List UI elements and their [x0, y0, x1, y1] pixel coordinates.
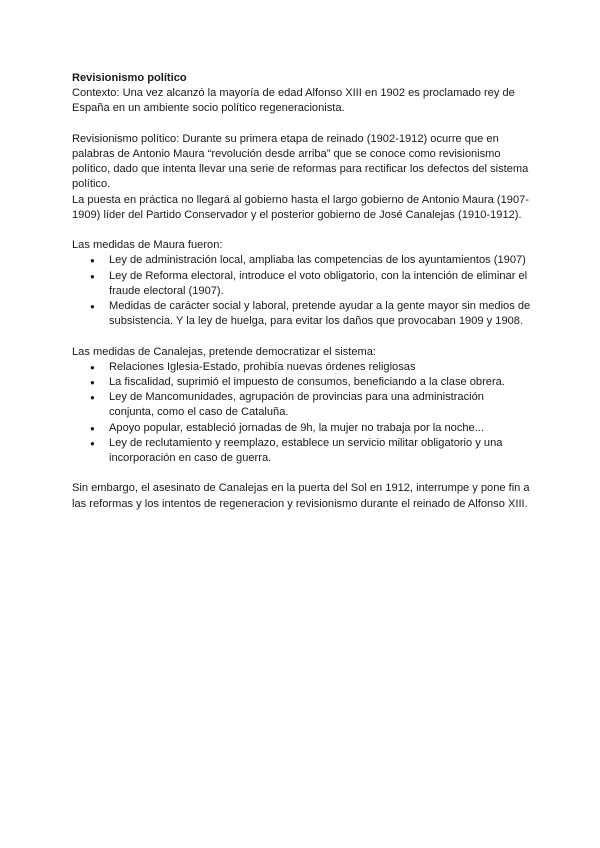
list-item: ● Medidas de carácter social y laboral, pretende ayudar a la gente mayor sin medios de subsistencia. Y la ley de huelga, para evitar los daños que provocaban 1909 y 1908.: [90, 299, 532, 329]
list-item: ● Ley de Reforma electoral, introduce el voto obligatorio, con la intención de eliminar el fraude electoral (1907).: [90, 269, 532, 299]
maura-intro: Las medidas de Maura fueron:: [72, 239, 223, 252]
document-page: [72, 71, 532, 512]
spacer: [72, 117, 532, 132]
conclusion-paragraph: Sin embargo, el asesinato de Canalejas en la puerta del Sol en 1912, interrumpe y pone fin a las reformas y los intentos de regeneracion y revisionismo durante el reinado de Alfonso XIII.: [72, 482, 530, 510]
context-paragraph: Contexto: Una vez alcanzó la mayoría de edad Alfonso XIII en 1902 es proclamado rey de España en un ambiente socio político regeneracionista.: [72, 87, 515, 115]
spacer: [72, 329, 532, 344]
canalejas-intro: Las medidas de Canalejas, pretende democratizar el sistema:: [72, 345, 377, 358]
document-title: Revisionismo político: [72, 72, 187, 84]
spacer: [72, 223, 532, 238]
list-item: ● Ley de reclutamiento y reemplazo, establece un servicio militar obligatorio y una incorporación en caso de guerra.: [90, 436, 532, 466]
list-item: ● Ley de administración local, ampliaba las competencias de los ayuntamientos (1907): [90, 253, 532, 268]
canalejas-list: [72, 360, 532, 466]
list-item: ● Apoyo popular, estableció jornadas de 9h, la mujer no trabaja por la noche...: [90, 421, 532, 436]
maura-list: [72, 253, 532, 329]
spacer: [72, 466, 532, 481]
revisionismo-paragraph: Revisionismo político: Durante su primera etapa de reinado (1902-1912) ocurre que en palabras de Antonio Maura “revolución desde arriba” que se conoce como revisionismo político, dado que intenta llevar una serie de reformas para rectificar los defectos del sistema político.: [72, 132, 529, 191]
list-item: ● Relaciones Iglesia-Estado, prohibía nuevas órdenes religiosas: [90, 360, 532, 375]
puesta-en-practica-paragraph: La puesta en práctica no llegará al gobierno hasta el largo gobierno de Antonio Maura (1907-1909) líder del Partido Conservador y el posterior gobierno de José Canalejas (1910-1912).: [72, 193, 530, 221]
list-item: ● Ley de Mancomunidades, agrupación de provincias para una administración conjunta, como el caso de Cataluña.: [90, 390, 532, 420]
list-item: ● La fiscalidad, suprimió el impuesto de consumos, beneficiando a la clase obrera.: [90, 375, 532, 390]
